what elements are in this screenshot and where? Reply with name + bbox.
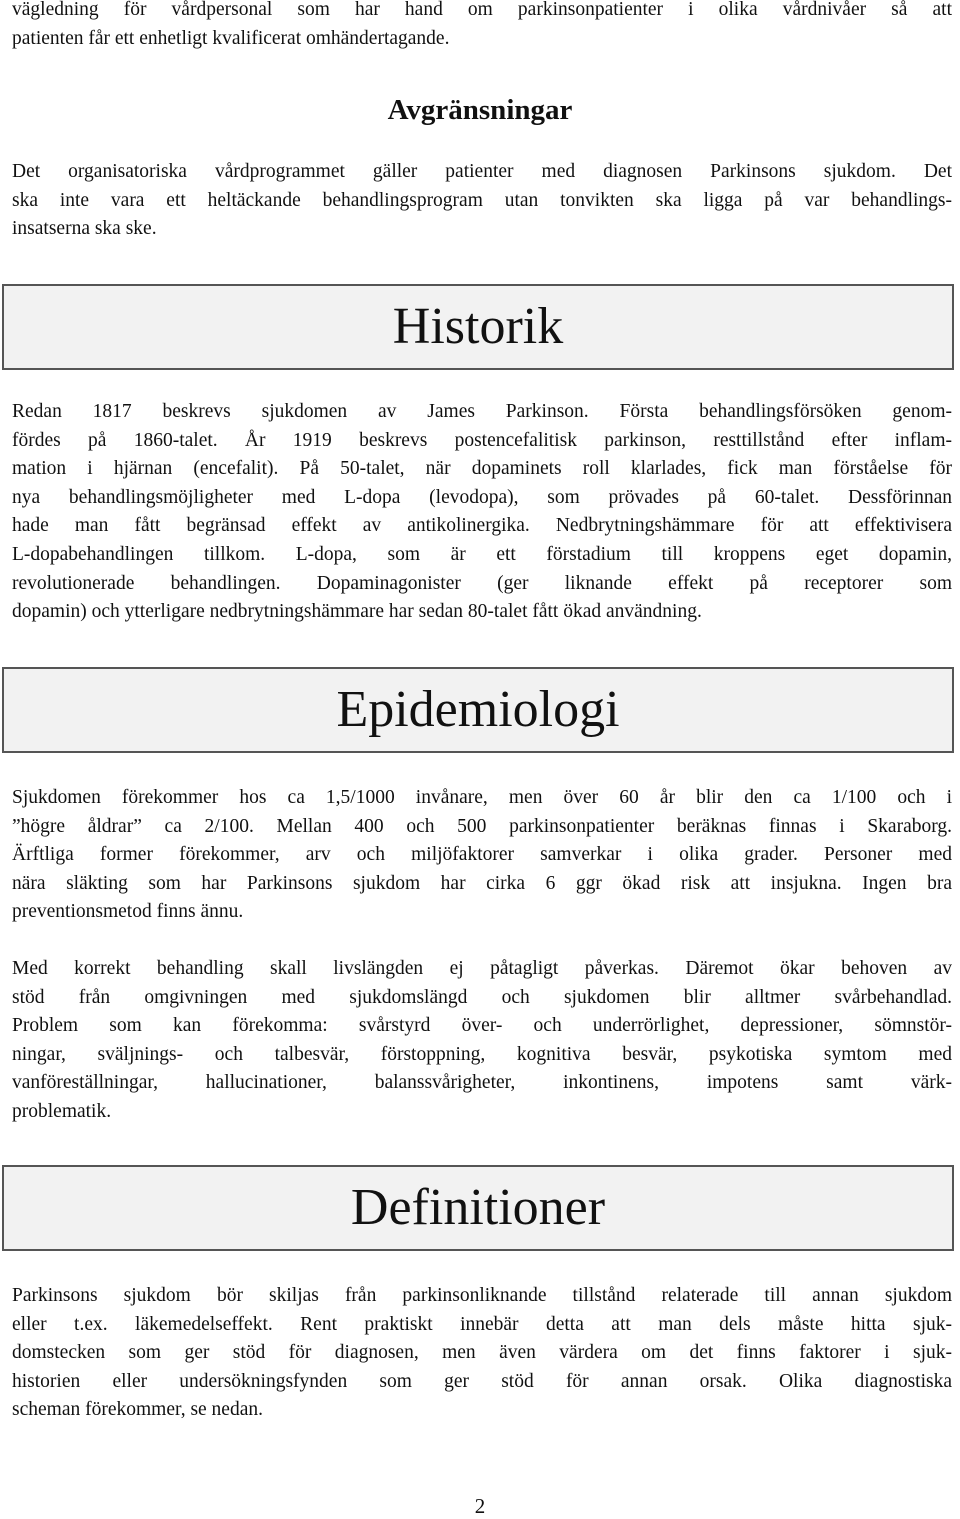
text-line: preventionsmetod finns ännu. <box>12 901 244 923</box>
text-line: historien eller undersökningsfynden som ger stöd för annan orsak. Olika diagnostiska <box>12 1370 952 1392</box>
text-line: nära släkting som har Parkinsons sjukdom har cirka 6 ggr ökad risk att insjukna. Ingen bra <box>12 872 952 894</box>
text-line: nya behandlingsmöjligheter med L-dopa (levodopa), som prövades på 60-talet. Dessförinnan <box>12 486 952 508</box>
section-heading-historik <box>2 284 954 370</box>
text-line: stöd från omgivningen med sjukdomslängd och sjukdomen blir alltmer svårbehandlad. <box>12 986 952 1008</box>
text-line: eller t.ex. läkemedelseffekt. Rent praktiskt innebär detta att man dels måste hitta sjuk- <box>12 1313 952 1335</box>
text-line: scheman förekommer, se nedan. <box>12 1399 263 1421</box>
historik-paragraph <box>12 398 952 627</box>
heading-text: Definitioner <box>350 1179 606 1236</box>
heading-text: Historik <box>392 298 564 355</box>
text-line: fördes på 1860-talet. År 1919 beskrevs postencefalitisk parkinson, resttillstånd efter inflam- <box>12 429 952 451</box>
text-line: patienten får ett enhetligt kvalificerat omhändertagande. <box>12 27 450 49</box>
text-line: Problem som kan förekomma: svårstyrd över- och underrörlighet, depressioner, sömnstör- <box>12 1015 952 1037</box>
text-line: Med korrekt behandling skall livslängden ej påtagligt påverkas. Däremot ökar behoven av <box>12 958 952 979</box>
heading-text: Epidemiologi <box>336 681 620 738</box>
text-line: Sjukdomen förekommer hos ca 1,5/1000 invånare, men över 60 år blir den ca 1/100 och i <box>12 787 952 808</box>
text-line: ska inte vara ett heltäckande behandlingsprogram utan tonvikten ska ligga på var behandlings- <box>12 189 952 211</box>
text-line: revolutionerade behandlingen. Dopaminagonister (ger liknande effekt på receptorer som <box>12 572 952 594</box>
definitioner-paragraph <box>12 1282 952 1425</box>
section-heading-definitioner <box>2 1165 954 1251</box>
text-line: Redan 1817 beskrevs sjukdomen av James Parkinson. Första behandlingsförsöken genom- <box>12 401 952 422</box>
intro-paragraph <box>12 0 952 53</box>
text-line: Parkinsons sjukdom bör skiljas från parkinsonliknande tillstånd relaterade till annan sjukdom <box>12 1285 952 1306</box>
text-line: L-dopabehandlingen tillkom. L-dopa, som är ett förstadium till kroppens eget dopamin, <box>12 543 952 565</box>
text-line: mation i hjärnan (encefalit). På 50-talet, när dopaminets roll klarlades, fick man förståelse för <box>12 458 952 480</box>
text-line: ningar, sväljnings- och talbesvär, förstoppning, kognitiva besvär, psykotiska symtom med <box>12 1043 952 1065</box>
section-heading-avgransningar: Avgränsningar <box>387 94 573 126</box>
text-line: ”högre åldrar” ca 2/100. Mellan 400 och 500 parkinsonpatienter beräknas finnas i Skaraborg. <box>12 815 952 837</box>
epidemiologi-paragraph-2 <box>12 955 952 1127</box>
text-line: vägledning för vårdpersonal som har hand om parkinsonpatienter i olika vårdnivåer så att <box>12 0 952 20</box>
text-line: Ärftliga former förekommer, arv och miljöfaktorer samverkar i olika grader. Personer med <box>12 844 952 866</box>
text-line: dopamin) och ytterligare nedbrytningshämmare har sedan 80-talet fått ökad användning. <box>12 601 702 623</box>
text-line: insatserna ska ske. <box>12 218 157 240</box>
text-line: Det organisatoriska vårdprogrammet gäller patienter med diagnosen Parkinsons sjukdom. Det <box>12 161 952 182</box>
avgransningar-paragraph <box>12 158 952 244</box>
page-number: 2 <box>474 1494 486 1518</box>
text-line: vanföreställningar, hallucinationer, balanssvårigheter, inkontinens, impotens samt värk- <box>12 1072 952 1094</box>
text-line: problematik. <box>12 1100 112 1122</box>
text-line: domstecken som ger stöd för diagnosen, men även värdera om det finns faktorer i sjuk- <box>12 1342 952 1364</box>
section-heading-epidemiologi <box>2 667 954 753</box>
epidemiologi-paragraph-1 <box>12 784 952 927</box>
text-line: hade man fått begränsad effekt av antikolinergika. Nedbrytningshämmare för att effektivisera <box>12 515 952 537</box>
